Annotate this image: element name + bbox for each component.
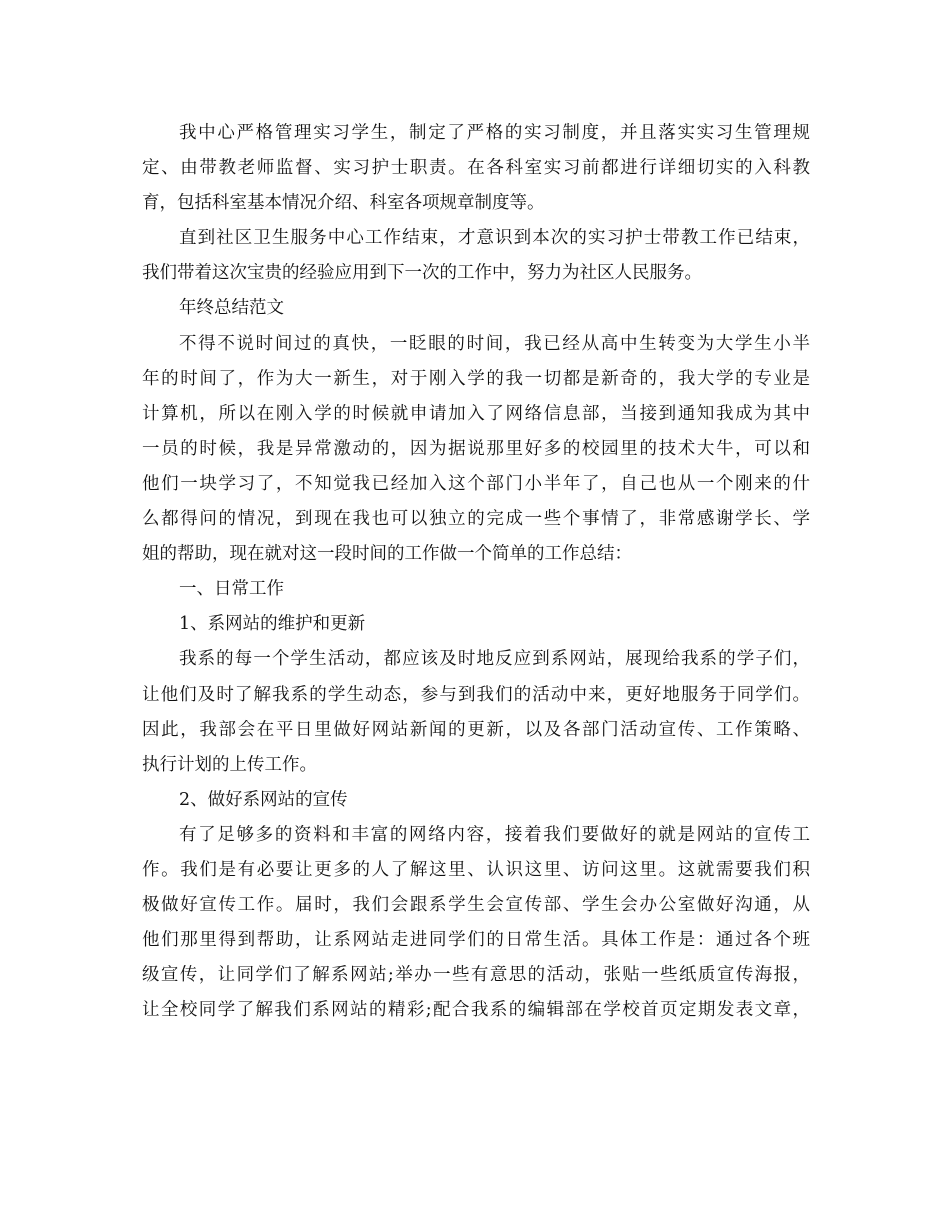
text-line: 他们一块学习了，不知觉我已经加入这个部门小半年了，自己也从一个刚来的什 [142, 473, 810, 494]
text-line: 育，包括科室基本情况介绍、科室各项规章制度等。 [142, 193, 545, 214]
text-line: 我中心严格管理实习学生，制定了严格的实习制度，并且落实实习生管理规 [179, 123, 810, 143]
text-line: 极做好宣传工作。届时，我们会跟系学生会宣传部、学生会办公室做好沟通，从 [142, 895, 810, 916]
text-line: 让全校同学了解我们系网站的精彩;配合我系的编辑部在学校首页定期发表文章， [142, 1000, 810, 1021]
text-line: 一、日常工作 [179, 579, 284, 600]
text-line: 年的时间了，作为大一新生，对于刚入学的我一切都是新奇的，我大学的专业是 [142, 368, 810, 389]
text-line: 执行计划的上传工作。 [142, 754, 317, 775]
text-line: 有了足够多的资料和丰富的网络内容，接着我们要做好的就是网站的宣传工 [179, 824, 810, 845]
text-line: 2、做好系网站的宣传 [179, 789, 348, 810]
text-line: 计算机，所以在刚入学的时候就申请加入了网络信息部，当接到通知我成为其中 [142, 403, 810, 424]
text-line: 一员的时候，我是异常激动的，因为据说那里好多的校园里的技术大牛，可以和 [142, 438, 810, 459]
text-line: 他们那里得到帮助，让系网站走进同学们的日常生活。具体工作是：通过各个班 [142, 930, 810, 951]
text-line: 定、由带教老师监督、实习护士职责。在各科室实习前都进行详细切实的入科教 [142, 158, 810, 179]
text-line: 我系的每一个学生活动，都应该及时地反应到系网站，展现给我系的学子们， [179, 649, 810, 670]
text-line: 1、系网站的维护和更新 [179, 614, 366, 635]
text-line: 级宣传，让同学们了解系网站;举办一些有意思的活动，张贴一些纸质宣传海报， [142, 965, 810, 986]
text-line: 因此，我部会在平日里做好网站新闻的更新，以及各部门活动宣传、工作策略、 [142, 719, 810, 740]
text-line: 让他们及时了解我系的学生动态，参与到我们的活动中来，更好地服务于同学们。 [142, 684, 810, 705]
text-line: 我们带着这次宝贵的经验应用到下一次的工作中，努力为社区人民服务。 [142, 263, 702, 284]
document-body [142, 116, 810, 1028]
text-line: 年终总结范文 [179, 298, 284, 319]
text-line: 么都得问的情况，到现在我也可以独立的完成一些个事情了，非常感谢学长、学 [142, 509, 810, 530]
text-line: 姐的帮助，现在就对这一段时间的工作做一个简单的工作总结： [142, 544, 632, 565]
text-line: 直到社区卫生服务中心工作结束，才意识到本次的实习护士带教工作已结束， [179, 228, 810, 249]
text-line: 作。我们是有必要让更多的人了解这里、认识这里、访问这里。这就需要我们积 [142, 859, 810, 880]
text-line: 不得不说时间过的真快，一眨眼的时间，我已经从高中生转变为大学生小半 [179, 333, 810, 354]
